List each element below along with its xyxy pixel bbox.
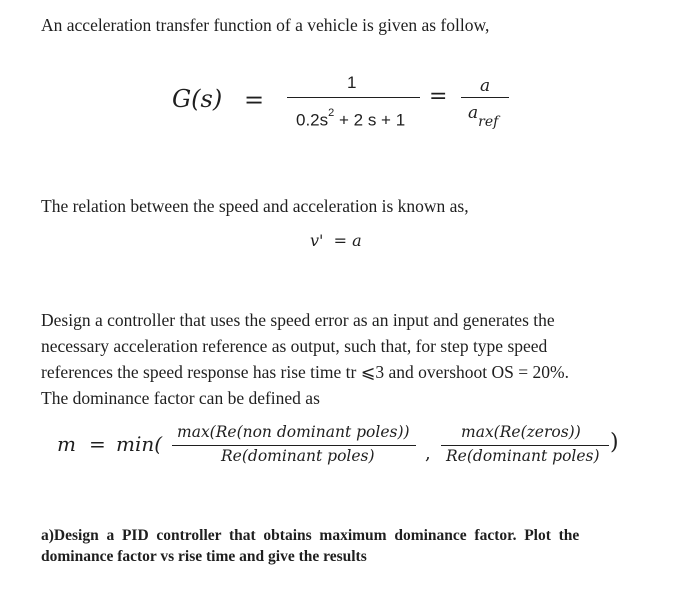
- dom-frac2-numerator: max(Re(zeros)): [461, 423, 581, 441]
- dom-frac1-numerator: max(Re(non dominant poles)): [177, 423, 410, 441]
- ratio-denominator: [468, 103, 499, 131]
- dom-comma: ,: [425, 443, 431, 464]
- ratio-den-base: a: [468, 103, 479, 123]
- tf-fraction-bar: [287, 97, 420, 98]
- dom-close-paren: ): [610, 430, 619, 455]
- tf-numerator: 1: [347, 73, 357, 92]
- tf-lhs: G(s): [172, 85, 223, 113]
- relation-equation: v' = a: [310, 231, 362, 250]
- design-line-2: necessary acceleration reference as output, such that, for step type speed: [41, 336, 548, 356]
- dom-equals: =: [89, 432, 106, 456]
- task-line-2: dominance factor vs rise time and give the results: [41, 548, 367, 565]
- tf-denominator: [296, 107, 406, 131]
- design-line-1: Design a controller that uses the speed error as an input and generates the: [41, 310, 555, 330]
- ratio-numerator: a: [480, 76, 491, 96]
- design-line-4: The dominance factor can be defined as: [41, 388, 320, 408]
- tf-den-term: 0.2s: [296, 110, 329, 130]
- dom-frac2-bar: [441, 445, 609, 446]
- relation-text: The relation between the speed and acceleration is known as,: [41, 196, 469, 216]
- ratio-fraction-bar: [461, 97, 509, 98]
- dom-frac1-bar: [172, 445, 416, 446]
- tf-den-rest: + 2 s + 1: [334, 110, 406, 130]
- dom-lhs: m: [57, 432, 76, 456]
- design-line-3: references the speed response has rise time tr ⩽3 and overshoot OS = 20%.: [41, 362, 569, 382]
- ratio-den-subscript: ref: [478, 114, 499, 131]
- dom-frac2-denominator: Re(dominant poles): [446, 447, 600, 465]
- intro-text: An acceleration transfer function of a vehicle is given as follow,: [41, 15, 490, 35]
- task-line-1: a)Design a PID controller that obtains maximum dominance factor. Plot the: [41, 527, 580, 544]
- dom-frac1-denominator: Re(dominant poles): [221, 447, 375, 465]
- dom-min-func: min(: [116, 432, 163, 456]
- tf-equals: =: [244, 86, 265, 114]
- tf-den-exponent: 2: [328, 107, 335, 119]
- tf-equals-2: =: [429, 84, 448, 109]
